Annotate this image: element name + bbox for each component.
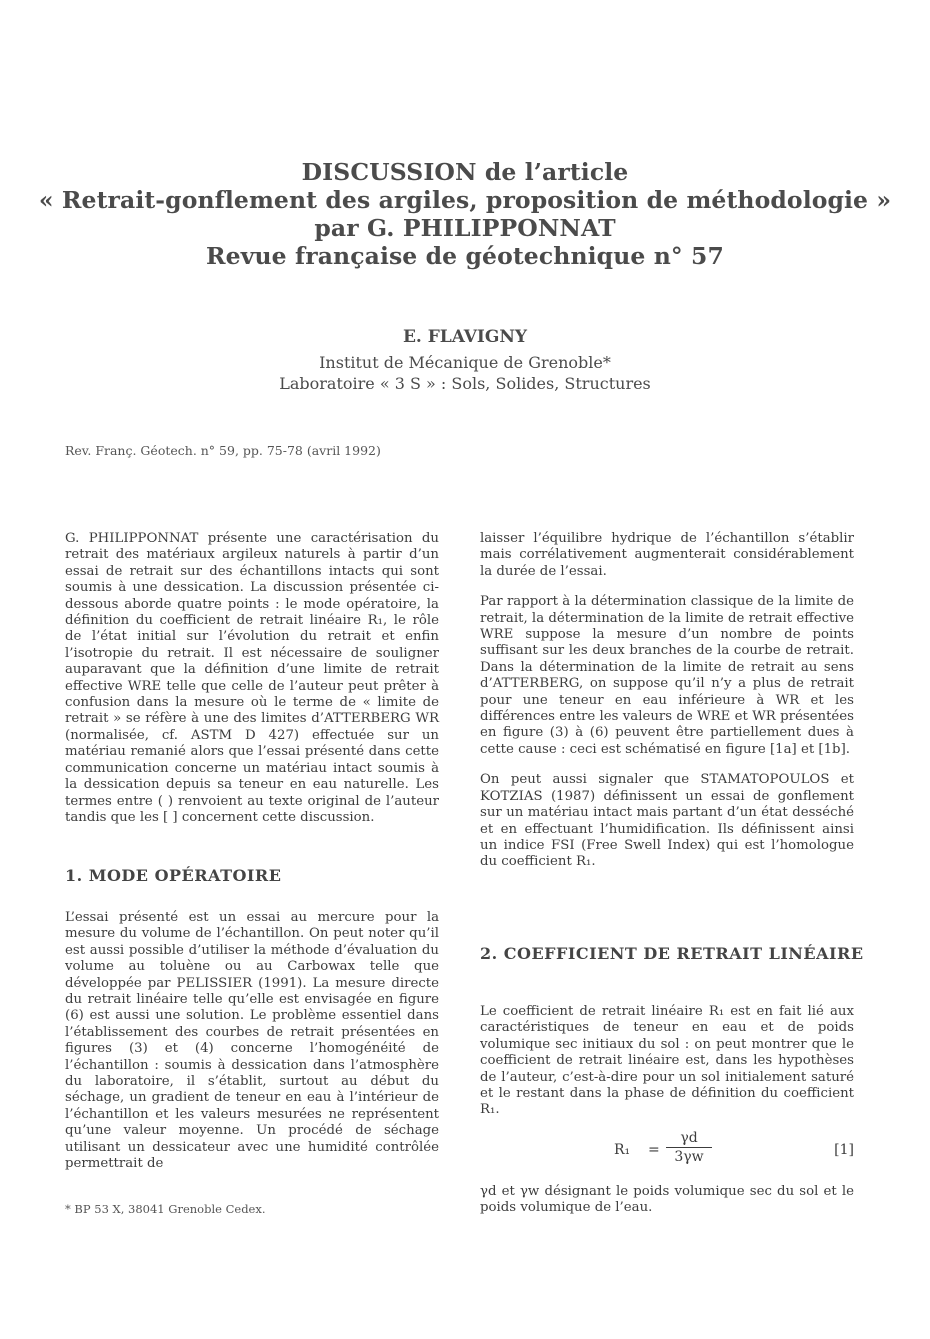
intro-paragraph: G. PHILIPPONNAT présente une caractérisation du retrait des matériaux argileux naturels à partir d’un essai de retrait sur des échantillons intacts qui sont soumis à une dessication. La discussion présentée ci-dessous aborde quatre points : le mode opératoire, la définition du coefficient de retrait linéaire R₁, le rôle de l’état initial sur l’évolution du retrait et enfin l’isotropie du retrait. Il est nécessaire de souligner auparavant que la définition d’une limite de retrait effective WRE telle que celle de l’auteur peut prêter à confusion dans la mesure où le terme de « limite de retrait » se réfère à une des limites d’ATTERBERG WR (normalisée, cf. ASTM D 427) effectuée sur un matériau remanié alors que l’essai présenté dans cette communication concerne un matériau intact soumis à la dessication depuis sa teneur en eau naturelle. Les termes entre ( ) renvoient au texte original de l’auteur tandis que les [ ] concernent cette discussion. [65, 531, 439, 825]
title-line-2: « Retrait-gonflement des argiles, proposition de méthodologie » [38, 186, 892, 214]
right-column-after-equation [480, 1184, 854, 1231]
journal-citation: Rev. Franç. Géotech. n° 59, pp. 75-78 (avril 1992) [65, 443, 381, 458]
left-column-section1 [65, 910, 439, 1187]
section-heading-coefficient: 2. COEFFICIENT DE RETRAIT LINÉAIRE [480, 944, 864, 963]
right-paragraph-2: Par rapport à la détermination classique de la limite de retrait, la détermination de la limite de retrait effective WRE suppose la mesure d’un nombre de points suffisant sur les deux branches de la courbe de retrait. Dans la détermination de la limite de retrait au sens d’ATTERBERG, on suppose qu’il n’y a plus de retrait pour une teneur en eau inférieure à WR et les différences entre les valeurs de WRE et WR présentées en figure (3) à (6) peuvent être partiellement dues à cette cause : ceci est schématisé en figure [1a] et [1b]. [480, 594, 854, 757]
title-line-3: par G. PHILIPPONNAT [314, 214, 616, 242]
after-equation-paragraph: γd et γw désignant le poids volumique sec du sol et le poids volumique de l’eau. [480, 1184, 854, 1216]
title-line-1: DISCUSSION de l’article [301, 158, 629, 186]
equation-1 [480, 1130, 854, 1174]
equation-number: [1] [834, 1142, 854, 1158]
section-heading-mode-operatoire: 1. MODE OPÉRATOIRE [65, 866, 282, 885]
equation-equals: = [648, 1142, 660, 1158]
article-title [0, 158, 930, 270]
footnote: * BP 53 X, 38041 Grenoble Cedex. [65, 1202, 266, 1216]
right-paragraph-1: laisser l’équilibre hydrique de l’échantillon s’établir mais corrélativement augmenterait considérablement la durée de l’essai. [480, 531, 854, 579]
equation-numerator: γd [666, 1130, 712, 1148]
left-column-intro [65, 531, 439, 840]
affiliation-line-1: Institut de Mécanique de Grenoble* [319, 353, 611, 372]
affiliation-line-2: Laboratoire « 3 S » : Sols, Solides, Structures [279, 374, 651, 393]
author-name: E. FLAVIGNY [402, 327, 528, 347]
title-line-4: Revue française de géotechnique n° 57 [206, 242, 724, 270]
author-block [0, 326, 930, 394]
section1-paragraph: L’essai présenté est un essai au mercure pour la mesure du volume de l’échantillon. On peut noter qu’il est aussi possible d’utiliser la méthode d’évaluation du volume au toluène ou au Carbowax telle que développée par PELISSIER (1991). La mesure directe du retrait linéaire telle qu’elle est envisagée en figure (6) est aussi une solution. Le problème essentiel dans l’établissement des courbes de retrait présentées en figures (3) et (4) concerne l’homogénéité de l’échantillon : soumis à dessication dans l’atmosphère du laboratoire, il s’établit, surtout au début du séchage, un gradient de teneur en eau à l’intérieur de l’échantillon et les valeurs mesurées ne représentent qu’une valeur moyenne. Un procédé de séchage utilisant un dessicateur avec une humidité contrôlée permettrait de [65, 910, 439, 1172]
right-column-section2 [480, 1004, 854, 1133]
right-column-top [480, 531, 854, 885]
right-paragraph-3: On peut aussi signaler que STAMATOPOULOS et KOTZIAS (1987) définissent un essai de gonflement sur un matériau intact mais partant d’un état desséché et en effectuant l’humidification. Ils définissent ainsi un indice FSI (Free Swell Index) qui est l’homologue du coefficient R₁. [480, 772, 854, 870]
equation-fraction [666, 1130, 712, 1165]
equation-lhs: R₁ [614, 1142, 631, 1158]
section2-paragraph: Le coefficient de retrait linéaire R₁ est en fait lié aux caractéristiques de teneur en eau et de poids volumique sec initiaux du sol : on peut montrer que le coefficient de retrait linéaire est, dans les hypothèses de l’auteur, c’est-à-dire pour un sol initialement saturé et le restant dans la phase de définition du coefficient R₁. [480, 1004, 854, 1118]
equation-denominator: 3γw [674, 1149, 704, 1165]
